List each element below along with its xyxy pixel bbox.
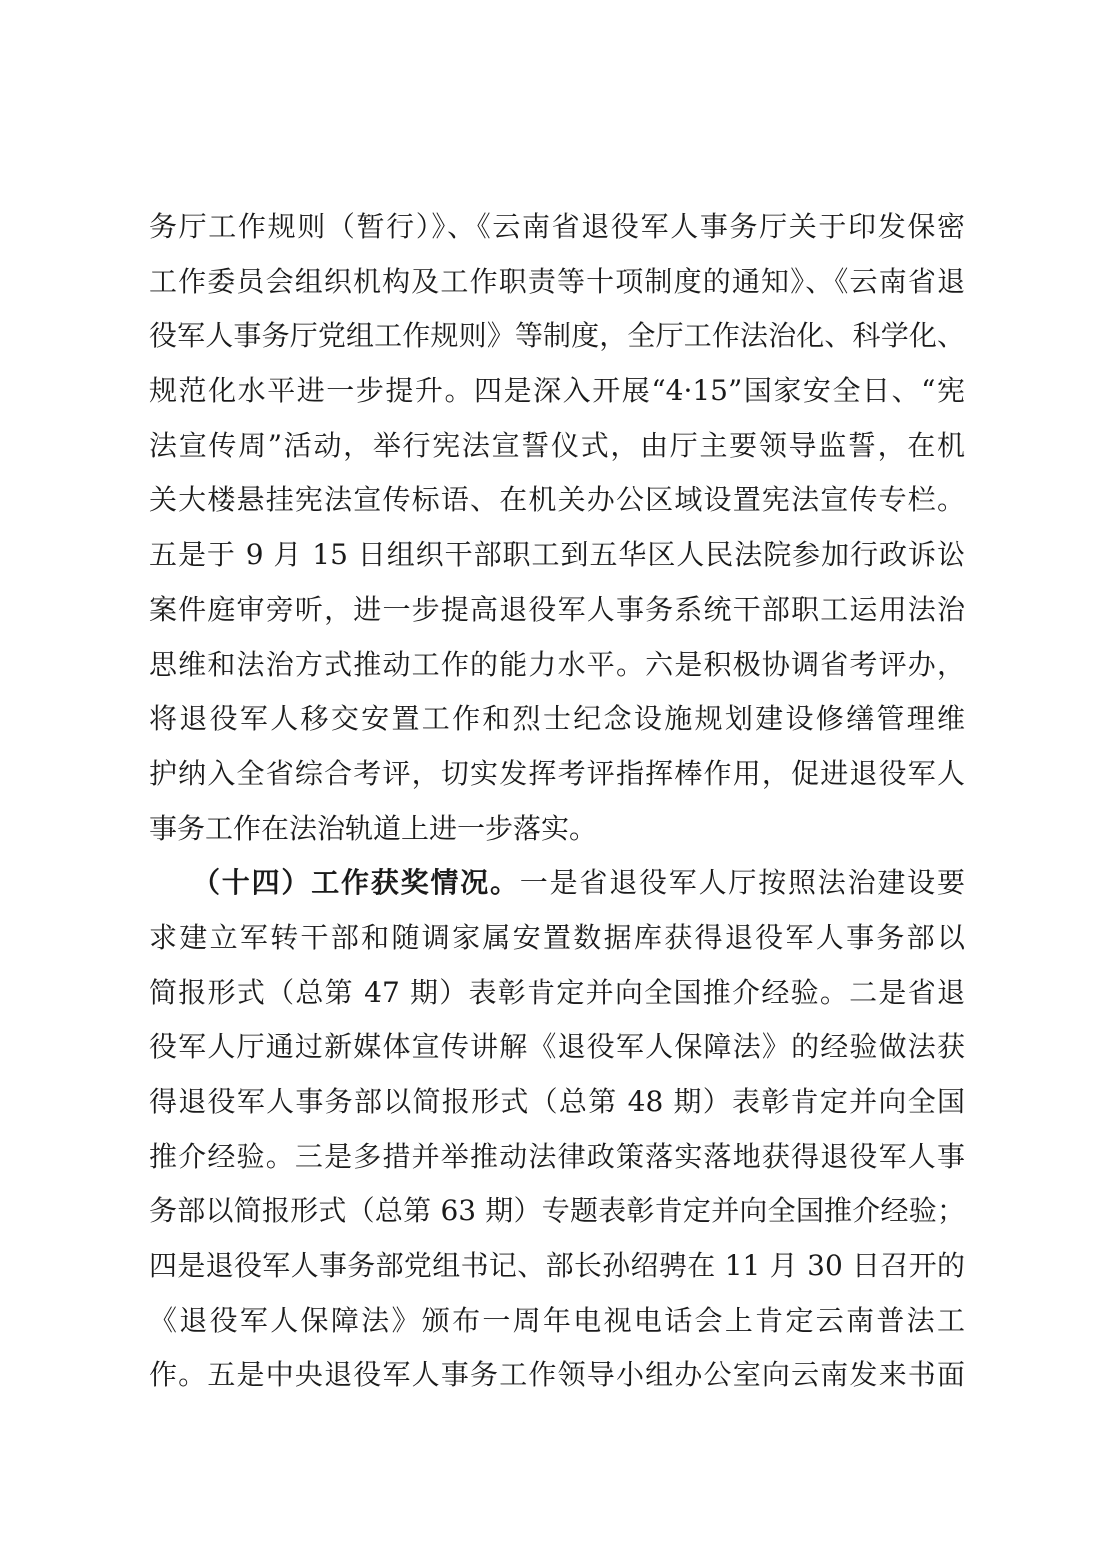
document-body xyxy=(149,200,965,1403)
section-14-first-line-text: 一是省退役军人厅按照法治建设要 xyxy=(519,866,965,900)
section-14-line-9: 《退役军人保障法》颁布一周年电视电话会上肯定云南普法工 xyxy=(149,1303,965,1337)
body-line-10: 将退役军人移交安置工作和烈士纪念设施规划建设修缮管理维 xyxy=(149,702,965,736)
section-14-line-7: 务部以简报形式（总第 63 期）专题表彰肯定并向全国推介经验； xyxy=(149,1194,965,1228)
body-line-7: 五是于 9 月 15 日组织干部职工到五华区人民法院参加行政诉讼 xyxy=(149,538,965,572)
body-line-1: 务厅工作规则（暂行）》、《云南省退役军人事务厅关于印发保密 xyxy=(149,210,965,243)
body-line-8: 案件庭审旁听，进一步提高退役军人事务系统干部职工运用法治 xyxy=(149,592,965,626)
body-line-2: 工作委员会组织机构及工作职责等十项制度的通知》、《云南省退 xyxy=(149,264,965,298)
body-line-3: 役军人事务厅党组工作规则》等制度，全厅工作法治化、科学化、 xyxy=(149,319,965,353)
section-14-heading: （十四）工作获奖情况。 xyxy=(192,866,520,900)
body-line-11: 护纳入全省综合考评，切实发挥考评指挥棒作用，促进退役军人 xyxy=(149,756,965,790)
section-14-line-8: 四是退役军人事务部党组书记、部长孙绍骋在 11 月 30 日召开的 xyxy=(149,1249,965,1283)
section-14-line-6: 推介经验。三是多措并举推动法律政策落实落地获得退役军人事 xyxy=(149,1139,965,1173)
body-line-9: 思维和法治方式推动工作的能力水平。六是积极协调省考评办， xyxy=(149,647,965,681)
section-14-line-3: 简报形式（总第 47 期）表彰肯定并向全国推介经验。二是省退 xyxy=(149,975,965,1009)
section-14-line-2: 求建立军转干部和随调家属安置数据库获得退役军人事务部以 xyxy=(149,920,965,954)
body-line-12: 事务工作在法治轨道上进一步落实。 xyxy=(149,811,598,845)
body-line-4: 规范化水平进一步提升。四是深入开展“4·15”国家安全日、“宪 xyxy=(149,374,965,408)
body-line-6: 关大楼悬挂宪法宣传标语、在机关办公区域设置宪法宣传专栏。 xyxy=(149,483,965,517)
section-14-line-5: 得退役军人事务部以简报形式（总第 48 期）表彰肯定并向全国 xyxy=(149,1085,965,1118)
section-14-line-4: 役军人厅通过新媒体宣传讲解《退役军人保障法》的经验做法获 xyxy=(149,1030,965,1064)
section-14-first-line xyxy=(149,856,965,911)
body-line-5: 法宣传周”活动，举行宪法宣誓仪式，由厅主要领导监誓，在机 xyxy=(149,428,965,462)
section-14-line-10: 作。五是中央退役军人事务工作领导小组办公室向云南发来书面 xyxy=(149,1358,965,1392)
